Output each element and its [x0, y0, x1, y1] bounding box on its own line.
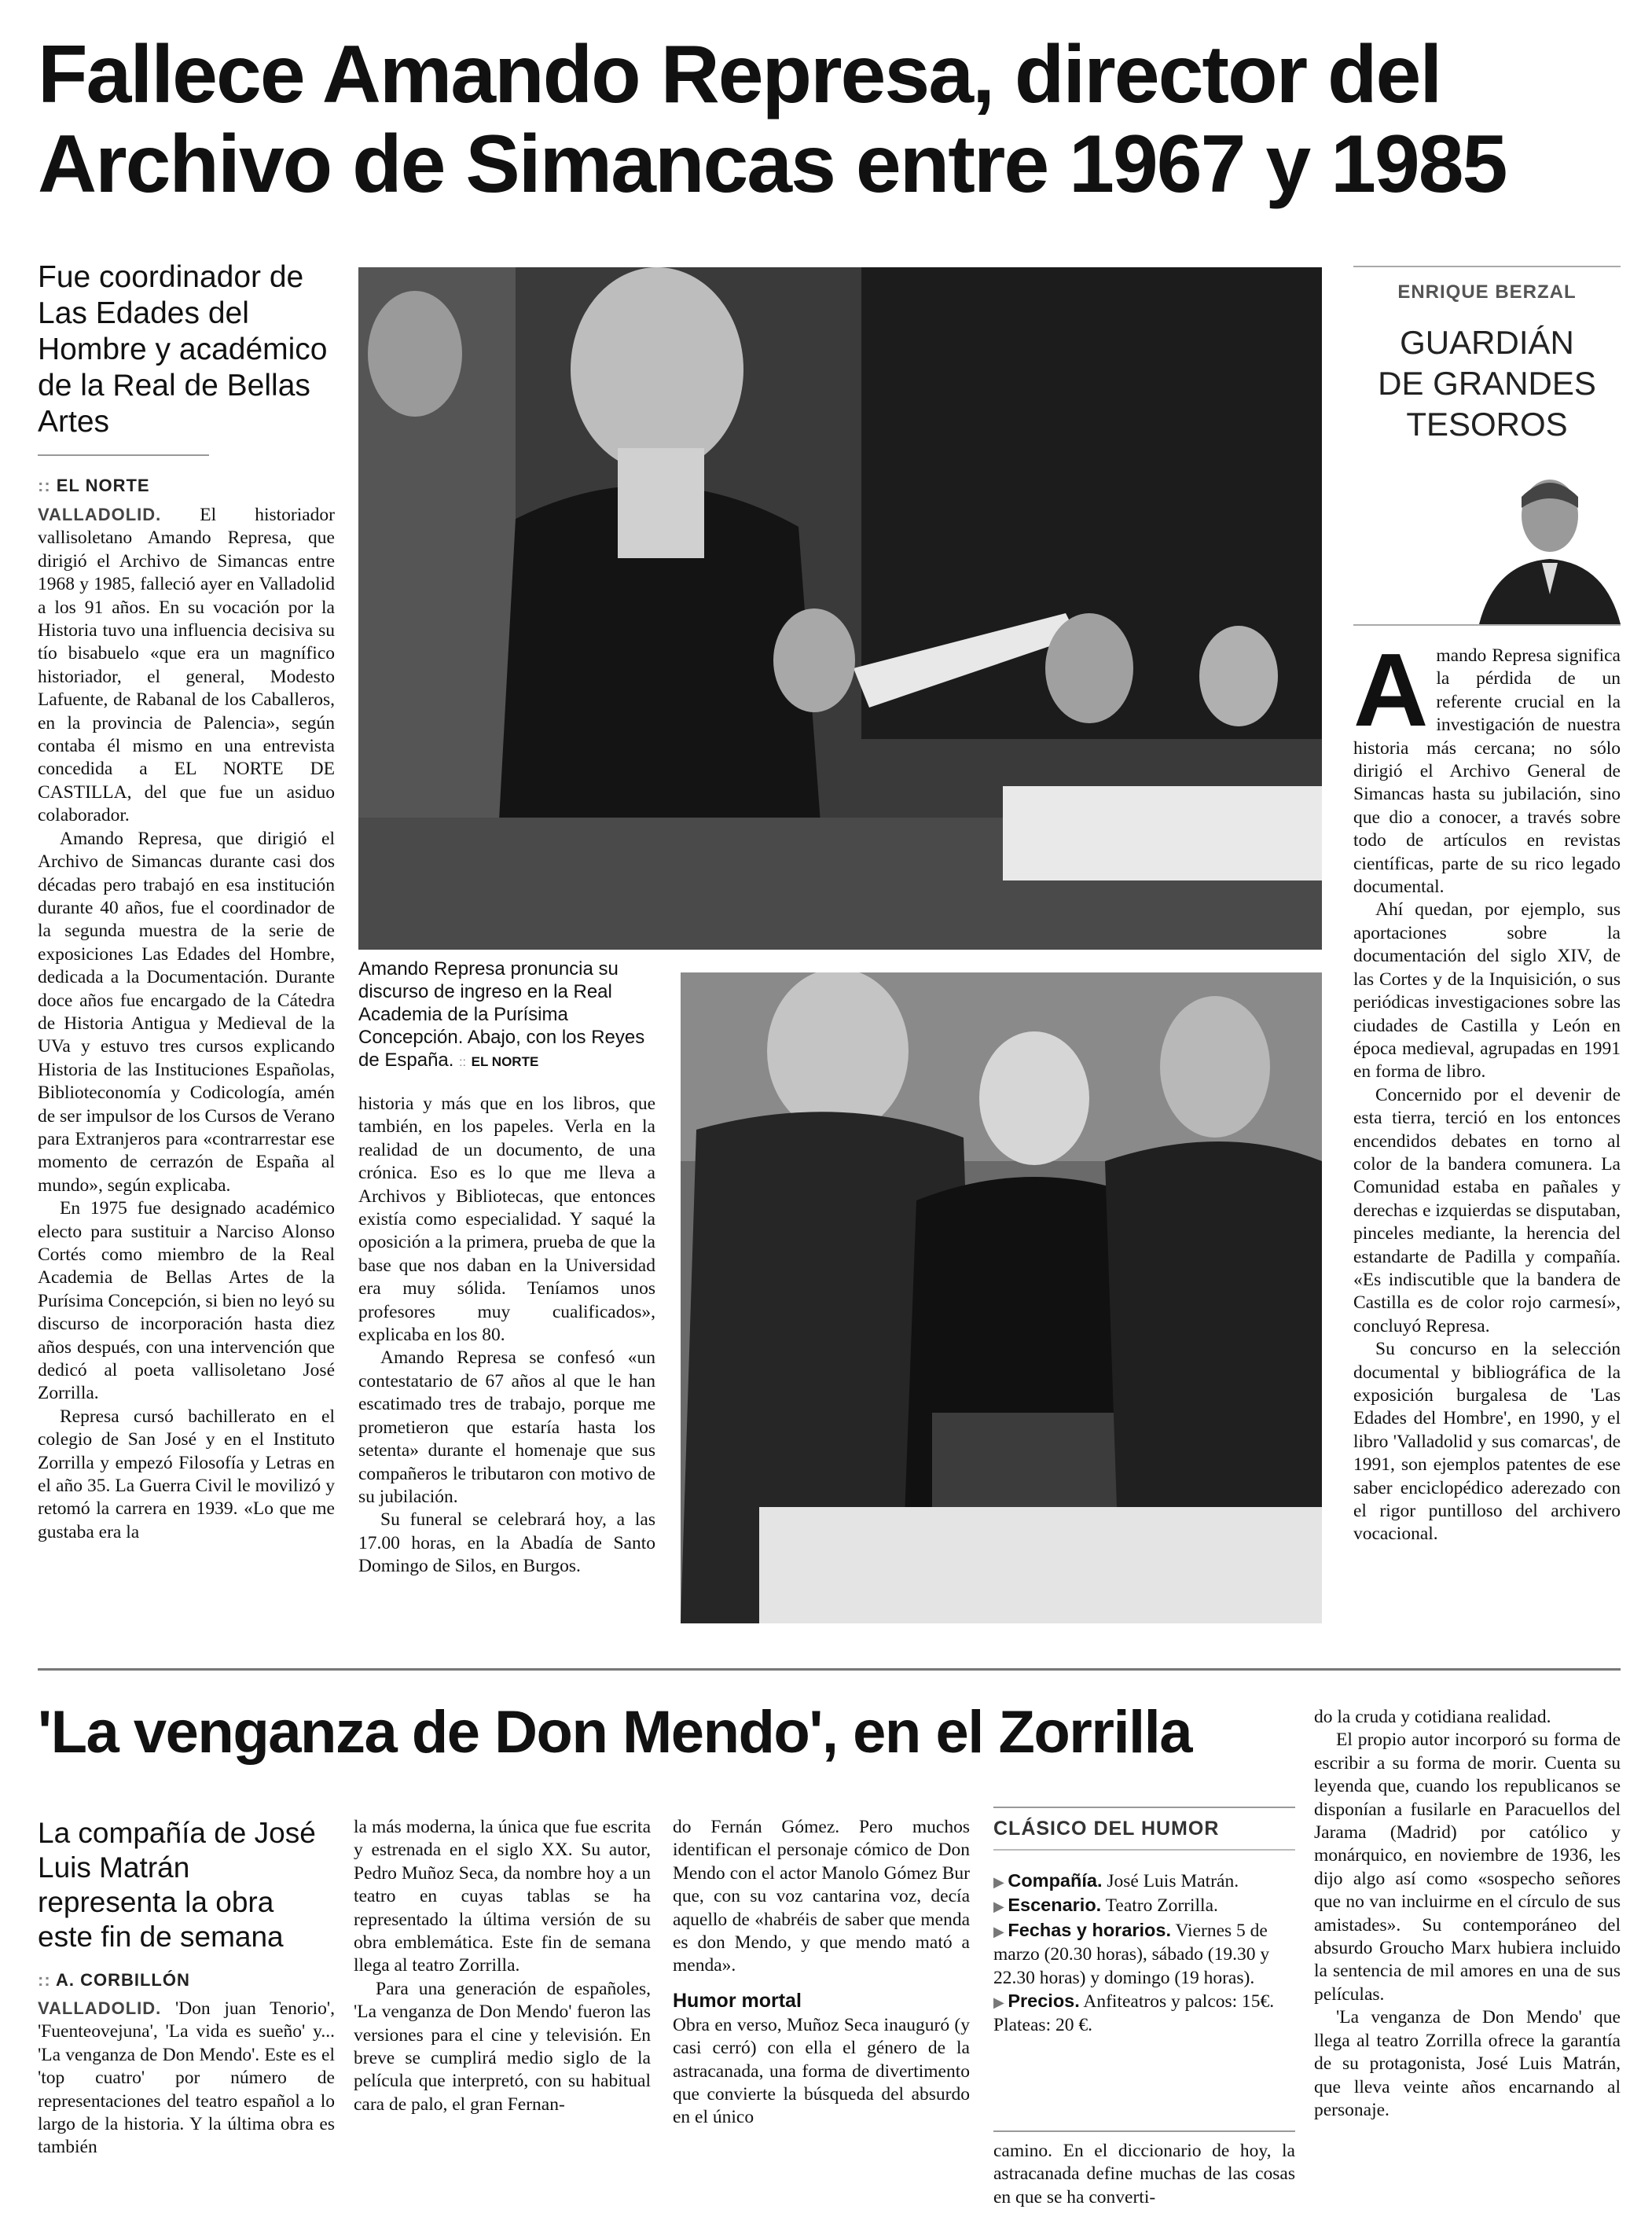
opinion-separator	[1353, 624, 1621, 626]
triangle-bullet-icon: ▶	[993, 1994, 1008, 2011]
byline: :: EL NORTE	[38, 476, 150, 495]
paragraph: historia y más que en los libros, que también, en los papeles. Verla en la realidad de un documento, de una crónica. Eso es lo que me lleva a Archivos y Bibliotecas, que entonces existía como especialidad. Y saqué la oposición a la primera, prueba de que la base que nos daban en la Universidad era muy sólida. Teníamos unos profesores muy cualificados», explicaba en los 80.	[358, 1094, 655, 1346]
article2-column-2	[354, 1816, 651, 2116]
paragraph: Para una generación de españoles, 'La venganza de Don Mendo' fueron las versiones para el cine y televisión. En breve se cumplirá medio siglo de la película que interpretó, con su habitual cara de palo, el gran Fernan-	[354, 1978, 651, 2115]
info-item: ▶ Precios. Anfiteatros y palcos: 15€. Plateas: 20 €.	[993, 1991, 1275, 2036]
info-item: ▶ Escenario. Teatro Zorrilla.	[993, 1895, 1218, 1917]
article-subhead: Fue coordinador de Las Edades del Hombre y académico de la Real de Bellas Artes	[38, 260, 328, 439]
info-box-bottom-rule	[993, 2130, 1295, 2132]
photo-caption: Amando Represa pronuncia su discurso de ingreso en la Real Academia de la Purísima Concepción. Abajo, con los Reyes de España. :: EL NORTE	[358, 958, 645, 1071]
paragraph: Amando Represa se confesó «un contestatario de 67 años al que le han escatimado tres de trabajo, porque me prometieron que estaría hasta los setenta» durante el homenaje que sus compañeros le tributaron con motivo de su jubilación.	[358, 1347, 655, 1507]
info-box-top-rule	[993, 1807, 1295, 1808]
article1-column-2	[358, 1093, 655, 1579]
article2-subhead: La compañía de José Luis Matrán representa la obra este fin de semana	[38, 1817, 316, 1953]
info-item: ▶ Compañía. José Luis Matrán.	[993, 1870, 1239, 1891]
headline-line-1: Fallece Amando Represa, director del	[38, 29, 1441, 120]
photo-royals-visit-image	[681, 972, 1322, 1623]
opinion-author: ENRIQUE BERZAL	[1397, 281, 1577, 303]
section-divider	[38, 1668, 1621, 1671]
drop-cap: A	[1353, 632, 1429, 748]
paragraph: Concernido por el devenir de esta tierra, terció en los entonces encendidos debates en torno al color de la bandera comunera. La Comunidad estaba en pañales y derechas e izquierdas se disputaban, pinceles mediante, la herencia del estandarte de Padilla y compañía. «Es indiscutible que la bandera de Castilla es de color rojo carmesí», concluyó Represa.	[1353, 1084, 1621, 1336]
paragraph: Represa cursó bachillerato en el colegio de San José y en el Instituto Zorrilla y empezó Filosofía y Letras en el año 35. La Guerra Civil le movilizó y retomó la carrera en 1939. «Lo que me gustaba era la	[38, 1406, 335, 1542]
paragraph: Ahí quedan, por ejemplo, sus aportaciones sobre la documentación del siglo XIV, de las Cortes y de la Inquisición, o sus periódicas investigaciones sobre las ciudades de Castilla y León en época medieval, agrupadas en 1991 en forma de libro.	[1353, 899, 1621, 1083]
paragraph: 'La venganza de Don Mendo' que llega al teatro Zorrilla ofrece la garantía de su protagonista, José Luis Matrán, que lleva veinte años encarnando al personaje.	[1314, 2007, 1621, 2120]
paragraph: Su concurso en la selección documental y bibliográfica de la exposición burgalesa de 'Las Edades del Hombre', en 1990, y el libro 'Valladolid y sus comarcas', de 1991, son ejemplos patentes de ese saber enciclopédico aderezado con el rigor puntilloso del archivero vocacional.	[1353, 1339, 1621, 1545]
main-headline	[38, 30, 1641, 209]
paragraph: Amando Represa, que dirigió el Archivo de Simancas durante casi dos décadas pero trabajó en esa institución durante 40 años, fue el coordinador de la segunda muestra de la serie de exposiciones Las Edades del Hombre, dedicada a la Documentación. Durante doce años fue encargado de la Cátedra de Historia Antigua y Medieval de la UVa y estuvo tres cursos explicando Historia de las Instituciones Españolas, Biblioteconomía y Codicología, amén de ser impulsor de los Cursos de Verano para Extranjeros para «contrarrestar ese momento de cerrazón de España al mundo», según explicaba.	[38, 828, 335, 1196]
paragraph: Obra en verso, Muñoz Seca inauguró (y casi cerró) con ella el género de la astracanada, una forma de divertimento que convierte la búsqueda del absurdo en el único	[673, 2014, 970, 2128]
info-box-title-rule	[993, 1849, 1295, 1851]
article2-column-4	[993, 2140, 1295, 2209]
triangle-bullet-icon: ▶	[993, 1899, 1008, 1915]
paragraph: El propio autor incorporó su forma de escribir a su forma de morir. Cuenta su leyenda que, cuando los republicanos se disponían a fusilarle en Paracuellos del Jarama (Madrid) por católico y monárquico, en noviembre de 1936, les dijo algo así como «sospecho señores que no van incluirme en el círculo de sus amistades». Su contemporáneo del absurdo Groucho Marx hubiera incluido la sentencia de mil amores en una de sus películas.	[1314, 1730, 1621, 2005]
article2-column-1	[38, 1997, 335, 2160]
paragraph: la más moderna, la única que fue escrita y estrenada en el siglo XX. Su autor, Pedro Muñoz Seca, da nombre hoy a un teatro en cuyas tablas se ha representado la última versión de su obra emblemática. Este fin de semana llega al teatro Zorrilla.	[354, 1817, 651, 1976]
byline-dots-icon: ::	[38, 1970, 56, 1990]
paragraph: do Fernán Gómez. Pero muchos identifican el personaje cómico de Don Mendo con el actor Manolo Gómez Bur que, con su voz cantarina voz, decía aquello de «habréis de saber que menda es don Mendo, y que mendo mató a menda».	[673, 1817, 970, 1976]
headline-line-2: Archivo de Simancas entre 1967 y 1985	[38, 119, 1507, 210]
paragraph: En 1975 fue designado académico electo para sustituir a Narciso Alonso Cortés como miembro de la Real Academia de Bellas Artes de la Purísima Concepción, si bien no leyó su discurso de incorporación hasta diez años después, con una intervención que dedicó al poeta vallisoletano José Zorrilla.	[38, 1198, 335, 1404]
article2-column-5	[1314, 1706, 1621, 2122]
article2-byline: :: A. CORBILLÓN	[38, 1970, 190, 1990]
subhead-rule	[38, 454, 209, 456]
author-portrait-image	[1463, 461, 1621, 624]
opinion-top-rule	[1353, 266, 1621, 267]
paragraph: VALLADOLID. 'Don juan Tenorio', 'Fuenteovejuna', 'La vida es sueño' y... 'La venganza de Don Mendo'. Este es el 'top cuatro' por número de representaciones del teatro español a lo largo de la historia. Y la última obra es también	[38, 1998, 335, 2158]
info-box-title: CLÁSICO DEL HUMOR	[993, 1818, 1220, 1840]
triangle-bullet-icon: ▶	[993, 1874, 1008, 1890]
paragraph: VALLADOLID. El historiador vallisoletano Amando Represa, que dirigió el Archivo de Simancas entre 1968 y 1985, falleció ayer en Valladolid a los 91 años. En su vocación por la Historia tuvo una influencia decisiva su tío bisabuelo «que era un magnífico historiador, el general, Modesto Lafuente, de Rabanal de los Caballeros, en la provincia de Palencia», según contaba él mismo en una entrevista concedida a EL NORTE DE CASTILLA, del que fue un asiduo colaborador.	[38, 505, 336, 826]
info-item: ▶ Fechas y horarios. Viernes 5 de marzo (20.30 horas), sábado (19.30 y 22.30 horas) y domingo (19 horas).	[993, 1919, 1270, 1988]
info-box-list	[993, 1869, 1295, 2038]
paragraph: do la cruda y cotidiana realidad.	[1314, 1707, 1551, 1727]
paragraph: Amando Represa significa la pérdida de un referente crucial en la investigación de nuestra historia más cercana; no sólo dirigió el Archivo General de Simancas hasta su jubilación, sino que dio a conocer, a través sobre todo de artículos en revistas científicas, parte de su rico legado documental.	[1353, 632, 1621, 898]
paragraph: Su funeral se celebrará hoy, a las 17.00 horas, en la Abadía de Santo Domingo de Silos, en Burgos.	[358, 1509, 655, 1577]
article2-headline: 'La venganza de Don Mendo', en el Zorrilla	[38, 1699, 1192, 1766]
article1-column-1	[38, 503, 335, 1544]
triangle-bullet-icon: ▶	[993, 1923, 1008, 1939]
photo-academy-speech	[358, 267, 1322, 950]
photo-royals-visit	[681, 972, 1322, 1623]
opinion-body	[1353, 632, 1621, 1546]
subtitle-humor-mortal: Humor mortal	[673, 1989, 802, 2012]
author-portrait	[1463, 461, 1621, 624]
paragraph: camino. En el diccionario de hoy, la astracanada define muchas de las cosas en que se ha converti-	[993, 2141, 1295, 2207]
byline-dots-icon: ::	[38, 476, 57, 495]
photo-academy-speech-image	[358, 267, 1322, 950]
article2-column-3	[673, 1816, 970, 2130]
opinion-title: GUARDIÁN DE GRANDES TESOROS	[1378, 324, 1596, 443]
